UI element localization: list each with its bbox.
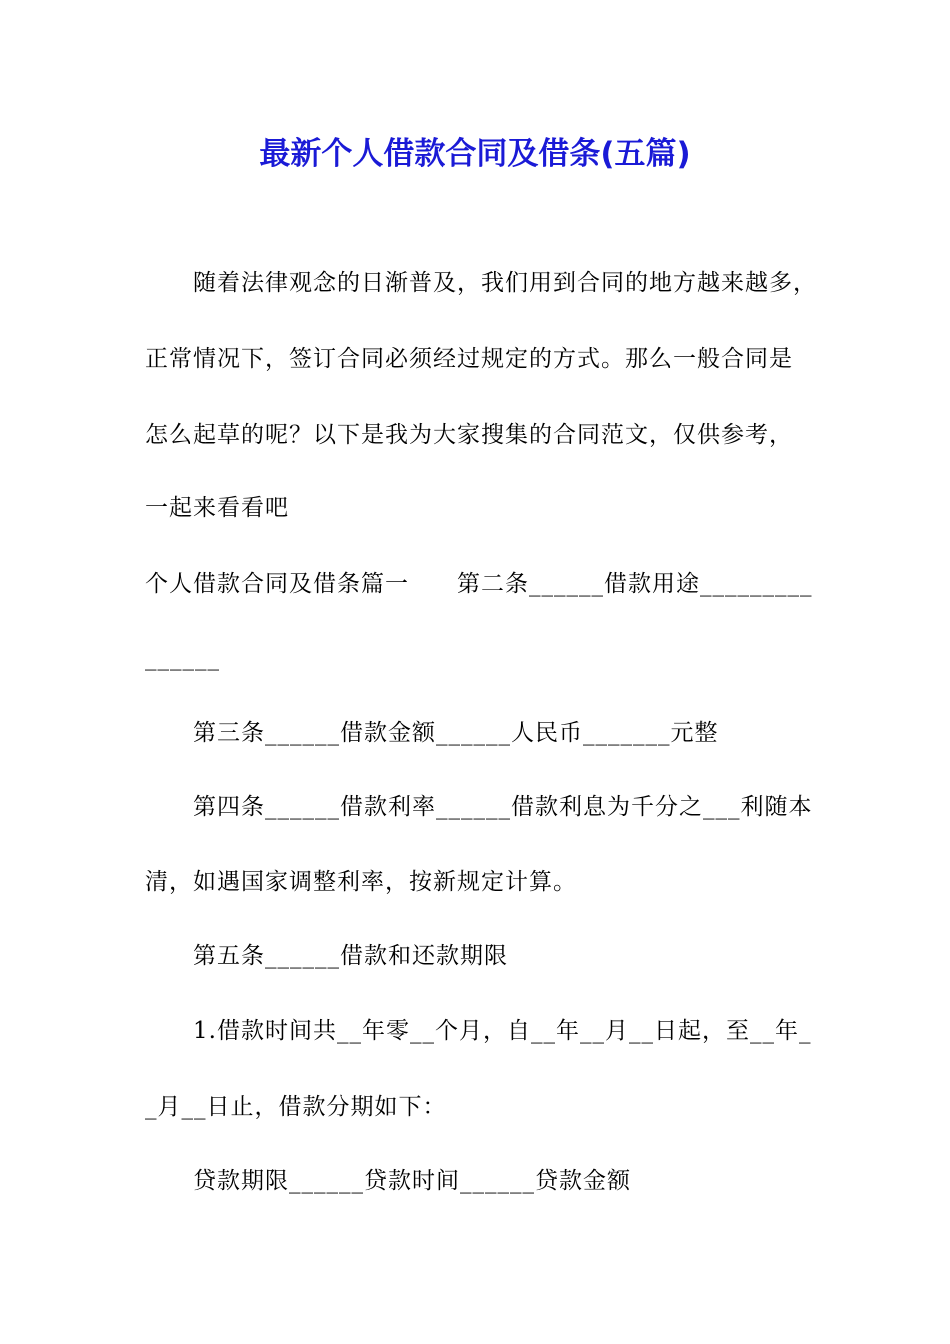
clause-line: 第三条______借款金额______人民币_______元整	[193, 720, 719, 746]
clause-line: 贷款期限______贷款时间______贷款金额	[193, 1168, 631, 1194]
clause-line: 1.借款时间共__年零__个月，自__年__月__日起，至__年_	[193, 1018, 812, 1044]
paragraph-line: 怎么起草的呢？以下是我为大家搜集的合同范文，仅供参考，	[145, 422, 793, 448]
clause-line: 第四条______借款利率______借款利息为千分之___利随本	[193, 794, 813, 820]
paragraph-line: 随着法律观念的日渐普及，我们用到合同的地方越来越多，	[193, 270, 817, 296]
paragraph-line: 正常情况下，签订合同必须经过规定的方式。那么一般合同是	[145, 346, 793, 372]
document-title: 最新个人借款合同及借条(五篇)	[259, 136, 691, 172]
paragraph-line: ______	[145, 645, 220, 671]
clause-line: 第五条______借款和还款期限	[193, 943, 508, 969]
paragraph-line: 一起来看看吧	[145, 495, 289, 521]
paragraph-line: _月__日止，借款分期如下：	[145, 1094, 447, 1120]
section-heading-line: 个人借款合同及借条篇一 第二条______借款用途_________	[145, 571, 813, 597]
paragraph-line: 清，如遇国家调整利率，按新规定计算。	[145, 869, 577, 895]
